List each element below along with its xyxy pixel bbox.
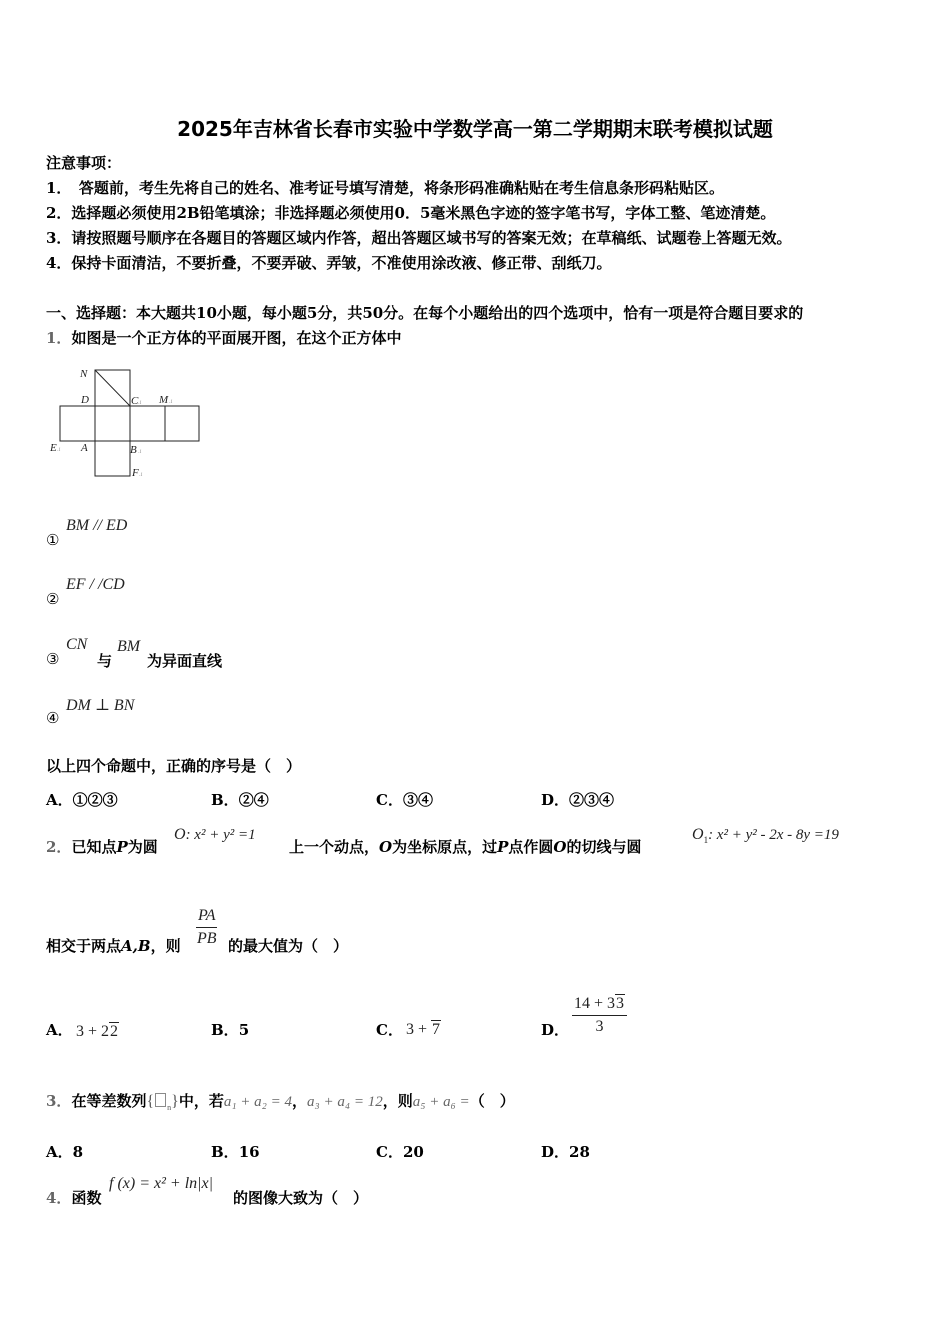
q2-point-p: P xyxy=(116,838,128,856)
q2-t5: 点作圆 xyxy=(508,838,554,856)
mark-M: .1 xyxy=(169,400,173,405)
q2-circle-o1-eq: : x² + y² - 2x - 8y =19 xyxy=(708,827,839,843)
q2-line2-b: ，则 xyxy=(150,937,181,955)
q3-option-c[interactable] xyxy=(376,1141,424,1162)
net-face-right xyxy=(130,406,165,441)
label-A: A xyxy=(81,442,88,454)
page-title: 2025年吉林省长春市实验中学数学高一第二学期期末联考模拟试题 xyxy=(177,117,773,141)
q1-option-d-label: D． xyxy=(541,791,570,809)
q2-line-1 xyxy=(46,836,158,857)
prop-2-circle: ② xyxy=(46,590,60,608)
q2-circle-o1-sub: 1 xyxy=(703,835,709,846)
q2-option-b[interactable] xyxy=(211,1019,249,1040)
q3-option-b[interactable] xyxy=(211,1141,260,1162)
q3-sep: ， xyxy=(292,1092,308,1110)
net-face-far-right xyxy=(165,406,199,441)
q2-point-p2: P xyxy=(497,838,509,856)
q3-t3: ，则 xyxy=(382,1092,413,1110)
q2-t1: 已知点 xyxy=(71,838,117,856)
q3-option-c-label: C． xyxy=(376,1143,403,1161)
q3-option-d-text: 28 xyxy=(569,1143,590,1161)
q2-circle-o-letter: O xyxy=(174,826,186,843)
q2-t6: 的切线与圆 xyxy=(566,838,642,856)
q1-option-d[interactable] xyxy=(541,789,614,810)
q1-option-d-text: ②③④ xyxy=(569,791,615,809)
section-heading: 一、选择题：本大题共10小题，每小题5分，共50分。在每个小题给出的四个选项中，恰有一项是符合题目要求的 xyxy=(46,304,804,322)
q2-option-c-label[interactable]: C． xyxy=(376,1021,403,1039)
q2-circle-o-eq: : x² + y² =1 xyxy=(185,827,256,843)
mark-E: .1 xyxy=(57,448,61,453)
q3-option-c-text: 20 xyxy=(402,1143,424,1161)
q1-option-a-label: A． xyxy=(46,791,73,809)
q2-option-d-label[interactable]: D． xyxy=(541,1021,570,1039)
q1-option-c-label: C． xyxy=(376,791,403,809)
q3-eq1: a₁ + a₂ = 4 xyxy=(223,1094,293,1110)
q2-t4: 为坐标原点，过 xyxy=(392,838,498,856)
net-face-bottom xyxy=(95,441,130,476)
q1-number: 1． xyxy=(46,329,72,347)
prop-3-expr-a: CN xyxy=(66,636,88,653)
q2-option-c-sqrt: 7 xyxy=(432,1021,441,1038)
q1-option-c-text: ③④ xyxy=(402,791,433,809)
q3-t4: （ ） xyxy=(469,1092,515,1110)
q2-option-a-value: 3 + 22 xyxy=(76,1023,119,1040)
q3-line xyxy=(46,1090,515,1112)
label-C: C xyxy=(131,395,139,407)
q1-option-a-text: ①②③ xyxy=(72,791,118,809)
q2-option-b-label: B． xyxy=(211,1021,239,1039)
q3-eq2: a₃ + a₄ = 12 xyxy=(307,1094,383,1110)
q3-t1: 在等差数列 xyxy=(71,1092,147,1110)
mark-B: .1 xyxy=(138,450,142,455)
q3-eq3: a₅ + a₆ = xyxy=(412,1094,470,1110)
q1-stem-text: 如图是一个正方体的平面展开图，在这个正方体中 xyxy=(71,329,402,347)
q2-option-d-den: 3 xyxy=(595,1018,604,1035)
q2-t3: 上一个动点， xyxy=(289,838,380,856)
q2-origin-o: O xyxy=(379,838,393,856)
q2-circle-o2: O xyxy=(553,838,567,856)
q1-option-a[interactable] xyxy=(46,789,118,810)
prop-1-expr: BM // ED xyxy=(66,517,128,534)
label-N: N xyxy=(80,368,88,380)
q2-option-c-value: 3 + 7 xyxy=(406,1021,441,1038)
net-face-center xyxy=(95,406,130,441)
q2-ratio-den: PB xyxy=(196,930,217,947)
q2-option-d-value xyxy=(572,995,627,1036)
mark-F: .1 xyxy=(139,473,143,478)
q2-line2-a: 相交于两点 xyxy=(46,937,122,955)
q1-option-b-text: ②④ xyxy=(238,791,269,809)
q2-circle-o xyxy=(174,824,256,844)
q2-option-b-value: 5 xyxy=(238,1021,250,1039)
q3-option-a[interactable] xyxy=(46,1141,83,1162)
prop-2-expr: EF / /CD xyxy=(66,576,125,593)
prop-4-circle: ④ xyxy=(46,709,60,727)
prop-1-circle: ① xyxy=(46,531,60,549)
q3-number: 3． xyxy=(46,1092,72,1110)
label-E: E xyxy=(50,442,57,454)
q2-line-2 xyxy=(46,935,181,956)
q2-ratio xyxy=(196,907,217,948)
cube-net-figure xyxy=(44,362,209,482)
q2-points-ab: A,B xyxy=(121,937,151,955)
prop-3-mid: 与 xyxy=(97,652,113,670)
q2-ratio-num: PA xyxy=(196,907,217,928)
q2-circle-o1-letter: O xyxy=(692,826,704,843)
prop-3-circle: ③ xyxy=(46,650,60,668)
q1-option-c[interactable] xyxy=(376,789,433,810)
label-B: B xyxy=(130,444,137,456)
q1-option-b-label: B． xyxy=(211,791,239,809)
q3-seq: { $_n$} xyxy=(146,1093,179,1113)
q3-t2: 中，若 xyxy=(178,1092,224,1110)
q1-option-b[interactable] xyxy=(211,789,269,810)
q2-option-d-num: 14 + 33 xyxy=(572,995,627,1016)
q2-option-a-label[interactable]: A． xyxy=(46,1021,73,1039)
q3-option-a-label: A． xyxy=(46,1143,73,1161)
q4-function: f (x) = x² + ln|x| xyxy=(109,1175,214,1192)
q3-option-d-label: D． xyxy=(541,1143,570,1161)
label-F: F xyxy=(132,467,139,479)
q2-circle-o1 xyxy=(692,824,839,845)
prop-4-expr: DM ⊥ BN xyxy=(66,697,135,714)
q1-question: 以上四个命题中，正确的序号是（ ） xyxy=(46,757,302,775)
q4-line-a xyxy=(46,1187,101,1208)
notice-heading: 注意事项： xyxy=(46,154,122,172)
q3-option-a-text: 8 xyxy=(72,1143,84,1161)
label-D: D xyxy=(81,394,89,406)
q4-t1: 函数 xyxy=(71,1189,102,1207)
q2-line2-c: 的最大值为（ ） xyxy=(228,937,349,955)
notice-item-4: 4．保持卡面清洁，不要折叠，不要弄破、弄皱，不准使用涂改液、修正带、刮纸刀。 xyxy=(46,254,612,272)
notice-item-2: 2．选择题必须使用2B铅笔填涂；非选择题必须使用0．5毫米黑色字迹的签字笔书写，字体工整、笔迹清楚。 xyxy=(46,204,776,222)
q2-line-1b xyxy=(289,836,642,857)
q3-option-d[interactable] xyxy=(541,1141,590,1162)
net-diagonal-NC xyxy=(95,370,130,406)
q2-t2: 为圆 xyxy=(127,838,158,856)
q3-option-b-label: B． xyxy=(211,1143,239,1161)
mark-C: .1 xyxy=(138,401,142,406)
q3-option-b-text: 16 xyxy=(238,1143,260,1161)
q1-stem xyxy=(46,327,401,348)
prop-3-tail: 为异面直线 xyxy=(147,652,223,670)
q2-number: 2． xyxy=(46,838,72,856)
q4-t2: 的图像大致为（ ） xyxy=(233,1189,369,1207)
label-M: M xyxy=(159,394,169,406)
q4-number: 4． xyxy=(46,1189,72,1207)
notice-item-1: 1． 答题前，考生先将自己的姓名、准考证号填写清楚，将条形码准确粘贴在考生信息条形码粘贴区。 xyxy=(46,179,724,197)
prop-3-expr-b: BM xyxy=(117,638,141,655)
net-face-left xyxy=(60,406,95,441)
q2-option-a-sqrt: 2 xyxy=(110,1023,119,1040)
notice-item-3: 3．请按照题号顺序在各题目的答题区域内作答，超出答题区域书写的答案无效；在草稿纸、试题卷上答题无效。 xyxy=(46,229,792,247)
